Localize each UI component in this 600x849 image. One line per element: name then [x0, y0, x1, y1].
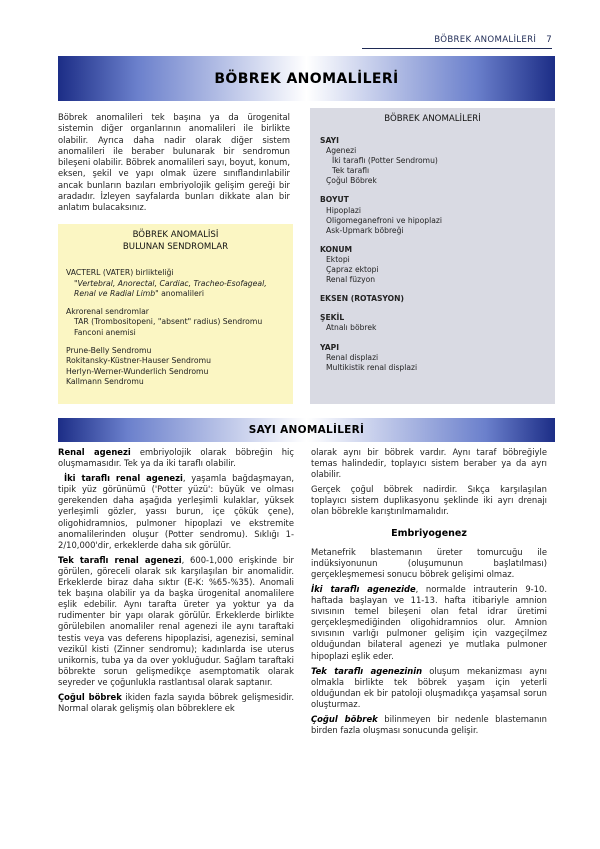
- section-banner: [58, 418, 555, 442]
- classification-heading: KONUM: [320, 244, 353, 254]
- classification-box: [310, 108, 555, 404]
- syndrome-list: [66, 268, 285, 388]
- syndrome-kallmann: Kallmann Sendromu: [66, 377, 144, 387]
- classification-item: Oligomeganefroni ve hipoplazi: [326, 215, 442, 225]
- right-column: [311, 447, 547, 740]
- classification-item: Renal füzyon: [326, 275, 376, 285]
- classification-heading: BOYUT: [320, 195, 349, 205]
- classification-item: İki taraflı (Potter Sendromu): [332, 156, 438, 166]
- right-paragraph-4: İki taraflı agenezide, normalde intrauterin 9-10. haftada başlayan ve 11-13. hafta itibariyle amnion sıvısının temel bileşeni olan fetal idrar üretimi gerçekleşmediğinden oligohidramnios olur. Amnion sıvısının varlığı pulmoner gelişim için vazgeçilmez olduğundan bilateral agenezi ye mutlaka pulmoner hipoplazi eşlik eder.: [311, 583, 547, 661]
- syndrome-prune-belly: Prune-Belly Sendromu: [66, 345, 152, 355]
- running-header-title: BÖBREK ANOMALİLERİ: [434, 35, 537, 45]
- classification-item: Hipoplazi: [326, 205, 361, 215]
- syndrome-box: [58, 224, 293, 404]
- classification-sections: [320, 136, 545, 373]
- intro-paragraph: Böbrek anomalileri tek başına ya da ürogenital sistemin diğer organlarının anomalileri ile birlikte olabilir. Ayrıca daha nadir olarak diğer sistem anomalileri ile beraber bulunarak bir sendromun bileşeni olabilir. Böbrek anomalileri sayı, boyut, konum, eksen, şekil ve yapı olmak üzere sınıflandırılabilir ancak bunların bazıları embriyolojik gelişim gereği bir aradadır. İzleyen sayfalarda bunları dikkate alan bir anlatım bulacaksınız.: [58, 112, 290, 213]
- left-paragraph-2: İki taraflı renal agenezi, yaşamla bağdaşmayan, tipik yüz görünümü ('Potter yüzü': büyük ve olması gerekenden daha aşağıda yerleşimli kulaklar, yüksek yerleşimli gözler, yassı burun, içe çökük çene), oligohidramnios, pulmoner hipoplazi ve ekstremite anomalilerinden oluşur (Potter sendromu). Sıklığı 1-2/10,000'dir, erkeklerde daha sık görülür.: [58, 473, 294, 550]
- syndrome-box-title-line1: BÖBREK ANOMALİSİ: [132, 230, 219, 240]
- vacterl-detail-text: "Vertebral, Anorectal, Cardiac, Tracheo-Esofageal, Renal ve Radial Limb": [74, 278, 267, 299]
- right-paragraph-1: olarak aynı bir böbrek vardır. Aynı taraf böbreğiyle temas halindedir, toplayıcı sistem beraber ya da ayrı olabilir.: [311, 447, 547, 480]
- term-iki-tarafli-agenezide: İki taraflı agenezide: [311, 583, 416, 594]
- syndrome-vacterl: VACTERL (VATER) birlikteliği: [66, 268, 174, 277]
- syndrome-tar: TAR (Trombositopeni, "absent" radius) Sendromu: [74, 317, 263, 327]
- classification-section: [320, 343, 545, 373]
- classification-section: [320, 294, 545, 304]
- classification-heading: EKSEN (ROTASYON): [320, 294, 404, 304]
- left-column: [58, 447, 294, 718]
- syndrome-acrorenal: Akrorenal sendromlar: [66, 306, 149, 316]
- term-tek-tarafli: Tek taraflı renal agenezi: [58, 554, 182, 565]
- embryogenesis-heading: Embriyogenez: [391, 527, 467, 539]
- classification-box-title: BÖBREK ANOMALİLERİ: [384, 114, 481, 124]
- classification-heading: SAYI: [320, 136, 339, 145]
- term-tek-tarafli-agenezinin: Tek taraflı agenezinin: [311, 665, 423, 676]
- left-paragraph-3: Tek taraflı renal agenezi, 600-1,000 erişkinde bir görülen, göreceli olarak sık karşılaşılan bir anomalidir. Erkeklerde biraz daha sıktır (E-K: %65-%35). Anomali tek başına olabilir ya da başka ürogenital anomalilere eşlik edebilir. Aynı tarafta üreter ya yoktur ya da rudimenter bir yapı olarak görülür. Erkeklerde birlikte görülebilen anomaliler renal agenezi ile aynı taraftaki testis veya vas deferens hipoplazisi, agenezisi, seminal vezikül kisti (Zinner sendromu); kadınlarda ise uterus unikornis, tuba ya da over yokluğudur. Sağlam taraftaki böbrekte sorun gelişmedikçe asemptomatik olarak seyreder ve çoğunlukla rastlantısal olarak saptanır.: [58, 554, 294, 687]
- syndrome-rokitansky: Rokitansky-Küstner-Hauser Sendromu: [66, 356, 211, 366]
- classification-section: [320, 195, 545, 235]
- left-paragraph-4: Çoğul böbrek ikiden fazla sayıda böbrek gelişmesidir. Normal olarak gelişmiş olan böbreklere ek: [58, 691, 294, 714]
- classification-item: Multikistik renal displazi: [326, 362, 418, 372]
- classification-item: Ektopi: [326, 254, 350, 264]
- title-banner: [58, 56, 555, 101]
- vacterl-suffix: anomalileri: [158, 289, 205, 299]
- classification-item: Çapraz ektopi: [326, 265, 379, 275]
- classification-section: [320, 313, 545, 333]
- term-renal-agenezi: Renal agenezi: [58, 447, 131, 457]
- page-title: BÖBREK ANOMALİLERİ: [214, 70, 399, 87]
- classification-item: Çoğul Böbrek: [326, 176, 377, 186]
- syndrome-vacterl-detail: [66, 279, 285, 300]
- classification-item: Tek taraflı: [332, 166, 370, 176]
- running-header: [362, 35, 552, 49]
- right-paragraph-2: Gerçek çoğul böbrek nadirdir. Sıkça karşılaşılan toplayıcı sistem duplikasyonu şeklinde iki ayrı drenajı olan böbrekle karıştırılmamalıdır.: [311, 484, 547, 517]
- header-rule: [362, 48, 552, 49]
- classification-section: [320, 136, 545, 186]
- page-number: 7: [546, 35, 552, 45]
- section-title: SAYI ANOMALİLERİ: [248, 424, 365, 436]
- term-cogul-bobrek-2: Çoğul böbrek: [311, 713, 378, 724]
- right-paragraph-3: Metanefrik blastemanın üreter tomurcuğu ile indüksiyonunun (oluşumunun başlatılması) gerçekleşmemesi sonucu böbrek gelişimi olmaz.: [311, 546, 547, 579]
- term-iki-tarafli: İki taraflı renal agenezi: [64, 473, 183, 484]
- classification-heading: ŞEKİL: [320, 313, 345, 323]
- classification-item: Ask-Upmark böbreği: [326, 225, 404, 235]
- left-paragraph-1: Renal agenezi embriyolojik olarak böbreğin hiç oluşmamasıdır. Tek ya da iki taraflı olabilir.: [58, 447, 294, 469]
- syndrome-herlyn: Herlyn-Werner-Wunderlich Sendromu: [66, 366, 209, 376]
- syndrome-fanconi: Fanconi anemisi: [74, 327, 136, 337]
- classification-item: Agenezi: [326, 146, 357, 156]
- term-cogul-bobrek: Çoğul böbrek: [58, 691, 122, 702]
- classification-item: Atnalı böbrek: [326, 323, 377, 333]
- classification-section: [320, 245, 545, 285]
- classification-heading: YAPI: [320, 342, 340, 352]
- right-paragraph-5: Tek taraflı agenezinin oluşum mekanizması aynı olmakla birlikte tek böbrek yaşam için yeterli olduğundan ek bir patoloji oluşmadıkça yaşamsal sorun oluşturmaz.: [311, 665, 547, 709]
- classification-item: Renal displazi: [326, 352, 379, 362]
- syndrome-box-title: [66, 230, 285, 253]
- right-paragraph-6: Çoğul böbrek bilinmeyen bir nedenle blastemanın birden fazla oluşması sonucunda gelişir.: [311, 713, 547, 736]
- syndrome-box-title-line2: BULUNAN SENDROMLAR: [122, 241, 229, 252]
